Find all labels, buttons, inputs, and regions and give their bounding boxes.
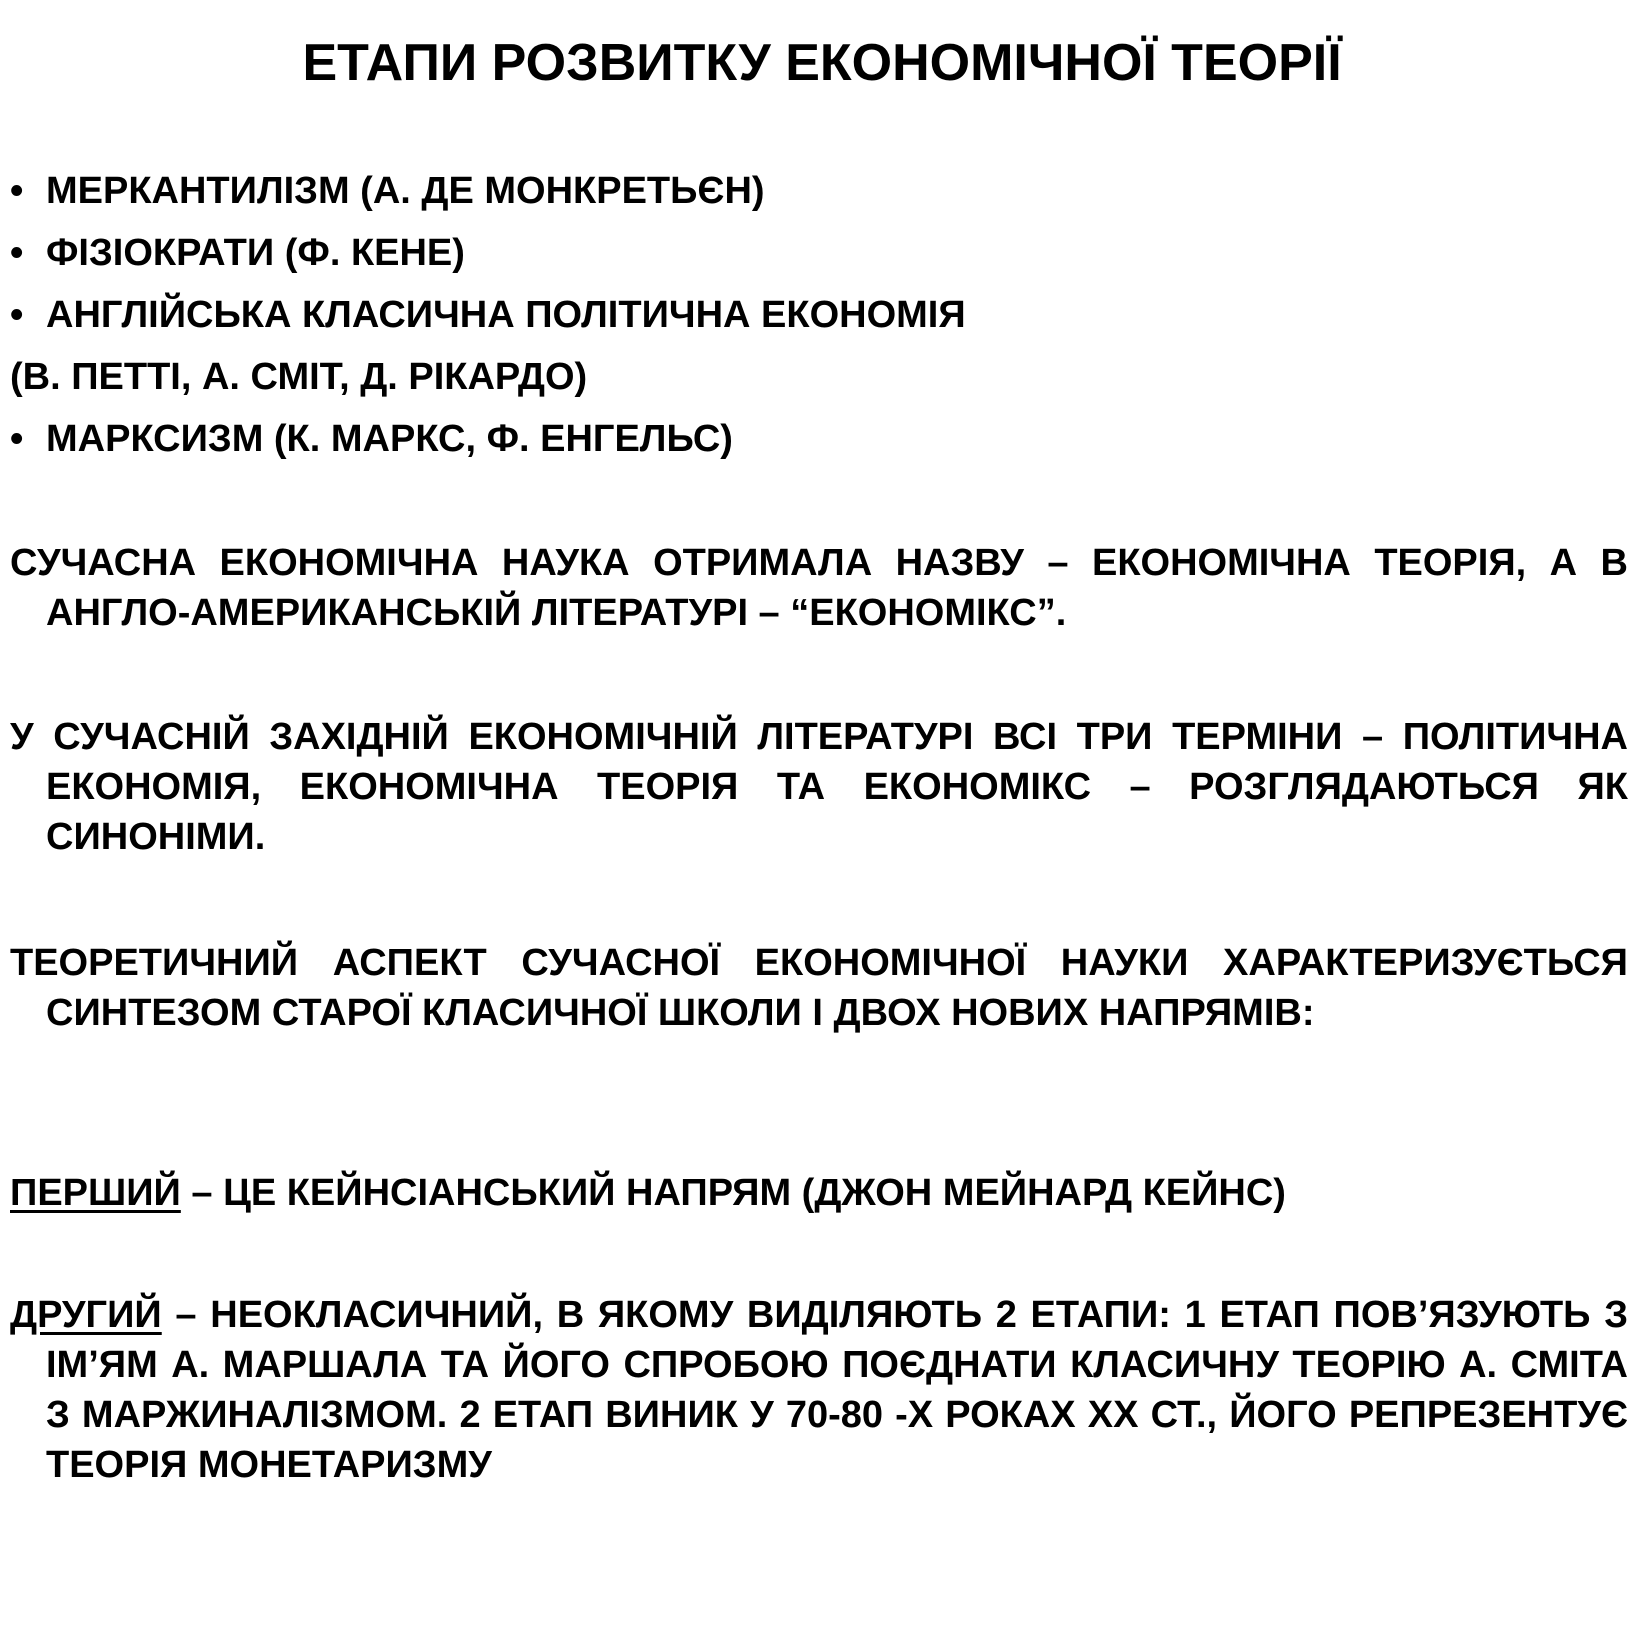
bullet-icon: • — [10, 232, 24, 274]
bullet-icon: • — [10, 170, 24, 212]
stages-list — [10, 160, 1610, 470]
page-title: ЕТАПИ РОЗВИТКУ ЕКОНОМІЧНОЇ ТЕОРІЇ — [302, 34, 1342, 92]
paragraph-first-direction — [10, 1168, 1628, 1218]
second-direction-text: – НЕОКЛАСИЧНИЙ, В ЯКОМУ ВИДІЛЯЮТЬ 2 ЕТАПИ: 1 ЕТАП ПОВ’ЯЗУЮТЬ З ІМ’ЯМ А. МАРШАЛА ТА ЙОГО СПРОБОЮ ПОЄДНАТИ КЛАСИЧНУ ТЕОРІЮ А. СМІТА З МАРЖИНАЛІЗМОМ. 2 ЕТАП ВИНИК У 70-80 -Х РОКАХ ХХ СТ., ЙОГО РЕПРЕЗЕНТУЄ ТЕОРІЯ МОНЕТАРИЗМУ — [46, 1294, 1628, 1486]
bullet-icon: • — [10, 418, 24, 460]
second-direction-label: ДРУГИЙ — [10, 1294, 162, 1336]
paragraph-theoretical-aspect: ТЕОРЕТИЧНИЙ АСПЕКТ СУЧАСНОЇ ЕКОНОМІЧНОЇ НАУКИ ХАРАКТЕРИЗУЄТЬСЯ СИНТЕЗОМ СТАРОЇ КЛАСИЧНОЇ ШКОЛИ І ДВОХ НОВИХ НАПРЯМІВ: — [10, 942, 1628, 1034]
bullet-icon: • — [10, 294, 24, 336]
list-item — [10, 222, 1610, 284]
list-item — [10, 408, 1610, 470]
stage-physiocrats: ФІЗІОКРАТИ (Ф. КЕНЕ) — [46, 232, 465, 274]
first-direction-text: – ЦЕ КЕЙНСІАНСЬКИЙ НАПРЯМ (ДЖОН МЕЙНАРД КЕЙНС) — [180, 1172, 1286, 1214]
paragraph-synonyms: У СУЧАСНІЙ ЗАХІДНІЙ ЕКОНОМІЧНІЙ ЛІТЕРАТУРІ ВСІ ТРИ ТЕРМІНИ – ПОЛІТИЧНА ЕКОНОМІЯ, ЕКОНОМІЧНА ТЕОРІЯ ТА ЕКОНОМІКС – РОЗГЛЯДАЮТЬСЯ ЯК СИНОНІМИ. — [10, 716, 1628, 858]
first-direction-label: ПЕРШИЙ — [10, 1172, 181, 1214]
paragraph-modern-name: СУЧАСНА ЕКОНОМІЧНА НАУКА ОТРИМАЛА НАЗВУ – ЕКОНОМІЧНА ТЕОРІЯ, А В АНГЛО-АМЕРИКАНСЬКІЙ ЛІТЕРАТУРІ – “ЕКОНОМІКС”. — [10, 542, 1628, 634]
list-item — [10, 160, 1610, 222]
stage-marxism: МАРКСИЗМ (К. МАРКС, Ф. ЕНГЕЛЬС) — [46, 418, 733, 460]
stage-mercantilism: МЕРКАНТИЛІЗМ (А. ДЕ МОНКРЕТЬЄН) — [46, 170, 765, 212]
list-item — [10, 284, 1610, 346]
stage-english-classics: АНГЛІЙСЬКА КЛАСИЧНА ПОЛІТИЧНА ЕКОНОМІЯ — [46, 294, 966, 336]
english-classics-names: (В. ПЕТТІ, А. СМІТ, Д. РІКАРДО) — [10, 356, 588, 398]
paragraph-second-direction — [10, 1290, 1628, 1490]
